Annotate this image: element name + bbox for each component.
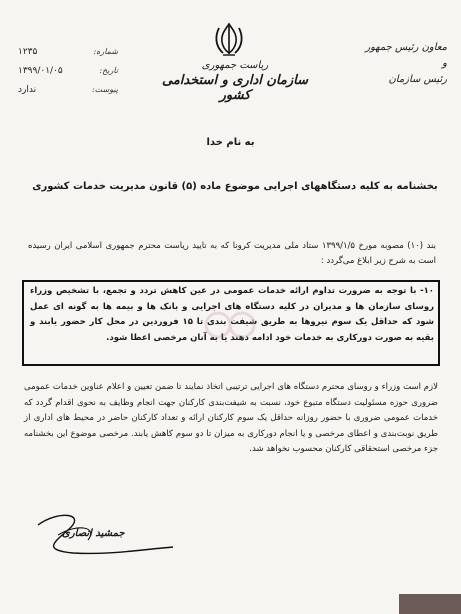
closing-paragraph: لازم است وزراء و روسای محترم دستگاه های اجرایی ترتیبی اتخاذ نمایند تا ضمن تعیین و اعلام عناوین خدمات عمومی ضروری حوزه مسئولیت دستگاه متبوع خود، نسبت به شیفت‌بندی کارکنان جهت انجام وظایف به نحوی اقدام گردد که خدمات عمومی ضروری با حضور روزانه حداقل یک سوم کارکنان ارائه و تعداد کارکنان حاضر در محیط های اداری از طریق نوبت‌بندی و اعطای مرخصی و یا انجام دورکاری به میزان تا دو سوم کاهش یابند. مرخصی موضوع این بخشنامه جزء مرخصی استحقاقی کارکنان محسوب نخواهد شد. (24, 382, 438, 454)
issuer-title-line3: رئیس سازمان (388, 74, 447, 85)
org-header-line1: ریاست جمهوری (201, 60, 269, 71)
meta-date-value: ۱۳۹۹/۰۱/۰۵ (18, 65, 63, 76)
meta-attachment-value: ندارد (18, 84, 37, 95)
issuer-title-block (342, 40, 447, 88)
source-corner-badge (399, 594, 461, 614)
bismillah-heading: به نام خدا (206, 137, 255, 148)
meta-number-row (18, 42, 118, 61)
watermark-logo-icon (200, 305, 260, 345)
org-header-line2: سازمان اداری و استخدامی کشور (162, 73, 308, 103)
meta-attachment-label: پیوست: (91, 85, 118, 94)
highlighted-clause-text: ۱۰- با توجه به ضرورت تداوم ارائه خدمات عمومی در عین کاهش تردد و تجمع، با تشخیص وزراء روسای سازمان ها و مدیران در کلیه دستگاه های اجرایی و بانک ها و بیمه ها به گونه ای عمل شود که حداقل یک سوم نیروها به طریق شیفت بندی تا ۱۵ فروردین در محل کار حضور یابند و بقیه به صورت دورکاری به خدمات خود ادامه دهند یا به آنان مرخصی اعطا شود. (30, 286, 434, 343)
issuer-title-line2: و (442, 58, 447, 69)
iran-emblem-icon (211, 20, 247, 58)
issuer-title-line1: معاون رئیس جمهور (365, 42, 447, 53)
meta-number-value: ۱۲۳۵ (18, 46, 38, 57)
meta-attachment-row (18, 80, 118, 99)
meta-date-row (18, 61, 118, 80)
meta-number-label: شماره: (93, 47, 118, 56)
meta-date-label: تاریخ: (99, 66, 118, 75)
signatory-name: جمشید انصاری (62, 528, 125, 539)
org-header (150, 60, 320, 103)
letter-meta (18, 42, 118, 99)
intro-paragraph: بند (۱۰) مصوبه مورخ ۱۳۹۹/۱/۵ ستاد ملی مدیریت کرونا که به تایید ریاست محترم جمهوری اسلامی ایران رسیده است به شرح زیر ابلاغ می‌گردد : (28, 241, 436, 266)
letter-subject: بخشنامه به کلیه دستگاههای اجرایی موضوع ماده (۵) قانون مدیریت خدمات کشوری (32, 181, 438, 192)
